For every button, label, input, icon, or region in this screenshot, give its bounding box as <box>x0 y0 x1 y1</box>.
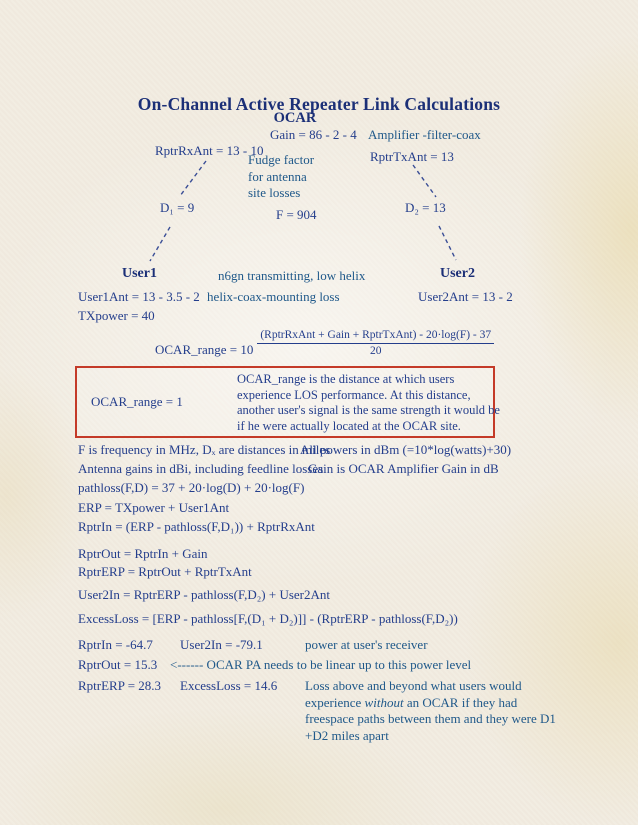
frequency-equation: F = 904 <box>276 207 317 222</box>
ocar-range-exponent-fraction <box>257 329 494 358</box>
connector-rptrtx-d2 <box>413 165 436 197</box>
connector-rptrrx-d1 <box>180 161 206 196</box>
equation-rptrout: RptrOut = RptrIn + Gain <box>78 546 208 561</box>
ocar-range-result: OCAR_range = 1 <box>91 394 183 409</box>
exponent-numerator: (RptrRxAnt + Gain + RptrTxAnt) - 20·log(F) - 37 <box>257 329 494 344</box>
fudge-comment-line2: for antenna <box>248 168 307 184</box>
result-excessloss: ExcessLoss = 14.6 <box>180 678 278 693</box>
equation-rptrin: RptrIn = (ERP - pathloss(F,D₁)) + RptrRxAnt <box>78 519 315 534</box>
connector-d2-user2 <box>439 226 456 260</box>
equation-pathloss: pathloss(F,D) = 37 + 20·log(D) + 20·log(F) <box>78 480 305 495</box>
user2-label: User2 <box>440 266 475 281</box>
note-antenna-units: Antenna gains in dBi, including feedline losses <box>78 461 324 476</box>
page-title: On-Channel Active Repeater Link Calculations <box>137 94 501 114</box>
connector-d1-user1 <box>150 227 170 261</box>
note-power-units: All powers in dBm (=10*log(watts)+30) <box>300 442 512 457</box>
user1-ant-comment: helix-coax-mounting loss <box>207 289 340 304</box>
user2-ant-equation: User2Ant = 13 - 2 <box>418 289 513 304</box>
fudge-comment-line1: Fudge factor <box>248 152 315 167</box>
ocar-range-description: OCAR_range is the distance at which users experience LOS performance. At this distance, another user's signal is the same strength it would be if he were actually located at the OCAR site. <box>237 372 500 433</box>
excess-comment-italic: without <box>364 694 404 710</box>
rptr-rx-ant-equation: RptrRxAnt = 13 - 10 <box>155 143 264 158</box>
note-gain-units: Gain is OCAR Amplifier Gain in dB <box>308 461 499 476</box>
rptr-tx-ant-equation: RptrTxAnt = 13 <box>370 149 454 164</box>
fudge-factor-comment <box>248 152 314 202</box>
d1-equation: D₁ = 9 <box>160 200 195 215</box>
equation-user2in: User2In = RptrERP - pathloss(F,D₂) + User2Ant <box>78 587 331 602</box>
note-frequency-units: F is frequency in MHz, Dₓ are distances in miles <box>78 442 331 457</box>
result-rptrin: RptrIn = -64.7 <box>78 637 153 652</box>
result-user2in: User2In = -79.1 <box>180 637 263 652</box>
transmit-comment: n6gn transmitting, low helix <box>218 268 366 283</box>
user1-ant-equation: User1Ant = 13 - 3.5 - 2 <box>78 289 200 304</box>
fudge-comment-line3: site losses <box>248 185 301 200</box>
comment-pa-linearity: <------ OCAR PA needs to be linear up to this power level <box>170 657 472 672</box>
comment-excess-loss <box>305 678 567 744</box>
ocar-heading: OCAR <box>273 110 317 126</box>
ocar-range-highlight-box <box>75 366 500 438</box>
ocar-range-formula <box>155 329 494 358</box>
user1-ant-line <box>78 289 340 305</box>
gain-equation: Gain = 86 - 2 - 4 <box>270 127 357 142</box>
txpower-equation: TXpower = 40 <box>78 308 155 323</box>
equation-excessloss: ExcessLoss = [ERP - pathloss[F,(D₁ + D₂)]] - (RptrERP - pathloss(F,D₂)) <box>78 611 458 626</box>
equation-erp: ERP = TXpower + User1Ant <box>78 500 230 515</box>
d2-equation: D₂ = 13 <box>405 200 446 215</box>
gain-equation-line <box>270 127 481 143</box>
excess-comment-pre: Loss above and beyond what users would experience <box>305 678 522 710</box>
user1-label: User1 <box>122 266 157 281</box>
ocar-range-base: OCAR_range = 10 <box>155 342 254 357</box>
excess-comment-post: an OCAR if they had freespace paths between them and they were D1 +D2 miles apart <box>305 694 556 743</box>
exponent-denominator: 20 <box>369 345 382 357</box>
equation-rptrerp: RptrERP = RptrOut + RptrTxAnt <box>78 564 252 579</box>
result-rptrout: RptrOut = 15.3 <box>78 657 158 672</box>
comment-receiver: power at user's receiver <box>305 637 428 652</box>
gain-comment: Amplifier -filter-coax <box>368 127 481 142</box>
result-rptrerp: RptrERP = 28.3 <box>78 678 162 693</box>
